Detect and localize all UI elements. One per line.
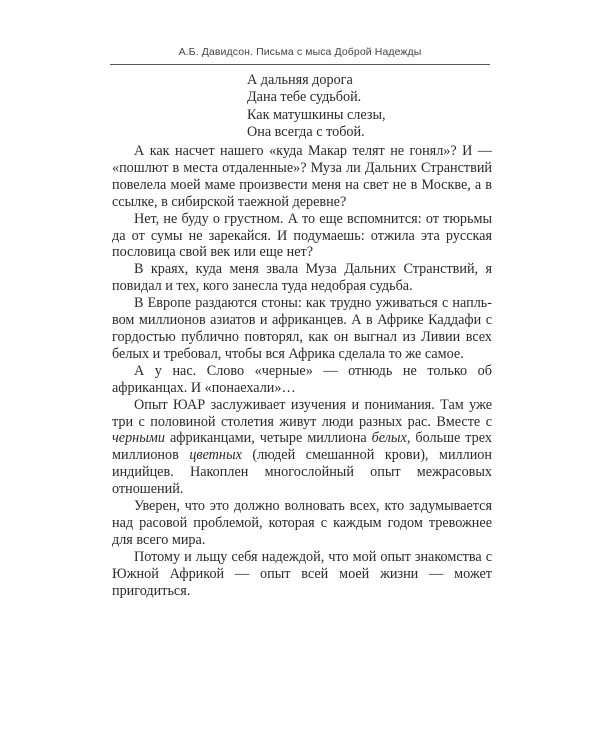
paragraph-6 — [112, 397, 492, 498]
italic-word-white: белых — [371, 430, 407, 447]
verse-line: Она всегда с тобой. — [247, 124, 365, 141]
paragraph-6-text-g: (людей смешанной крови), миллион индийцев. Накоплен многослойный опыт межрасовых отношений. — [112, 447, 492, 498]
paragraph-3: В краях, куда меня звала Муза Дальних Странствий, я повидал и тех, кого занесла туда недобрая судьба. — [112, 261, 492, 295]
running-head: А.Б. Давидсон. Письма с мыса Доброй Надежды — [178, 46, 422, 58]
paragraph-4: В Европе раздаются стоны: как трудно уживаться с напльвом миллионов азиатов и африканцев. А в Африке Каддафи с гордостью публично повторял, как он выгнал из Ливии всех белых и требовал, чтобы вся Африка сделала то же самое. — [112, 295, 492, 362]
paragraph-5: А у нас. Слово «черные» — отнюдь не только об африканцах. И «понаехали»… — [112, 362, 492, 396]
epigraph-verse — [247, 72, 386, 142]
paragraph-6-text-e: , больше трех миллионов — [112, 430, 492, 464]
verse-line: Дана тебе судьбой. — [247, 89, 362, 106]
verse-line: Как матушкины слезы, — [247, 106, 386, 123]
paragraph-6-text-c: африканцами, четыре миллиона — [164, 430, 372, 447]
italic-word-black: черными — [112, 430, 165, 447]
header-rule — [110, 64, 490, 65]
paragraph-8: Потому и льщу себя надеждой, что мой опыт знакомства с Южной Африкой — опыт всей моей жизни — может пригодиться. — [112, 548, 492, 599]
paragraph-2: Нет, не буду о грустном. А то еще вспомнится: от тюрьмы да от сумы не зарекайся. И подумаешь: отжила эта русская пословица свой век или еще нет? — [112, 210, 492, 261]
paragraph-1: А как насчет нашего «куда Макар телят не гонял»? И — «пошлют в места отдаленные»? Муза ли Дальних Странствий повелела моей маме произвести меня на свет не в Москве, а в ссылке, в сибирской таежной деревне? — [112, 143, 492, 210]
body-text — [112, 143, 492, 599]
verse-line: А дальняя дорога — [247, 72, 353, 88]
paragraph-7: Уверен, что это должно волновать всех, кто задумывается над расовой проблемой, которая с каждым годом тревожнее для всего мира. — [112, 498, 492, 548]
paragraph-6-text-a: Опыт ЮАР заслуживает изучения и понимания. Там уже три с половиной столетия живут люди разных рас. Вместе с — [112, 396, 492, 430]
italic-word-colored: цветных — [189, 447, 242, 464]
